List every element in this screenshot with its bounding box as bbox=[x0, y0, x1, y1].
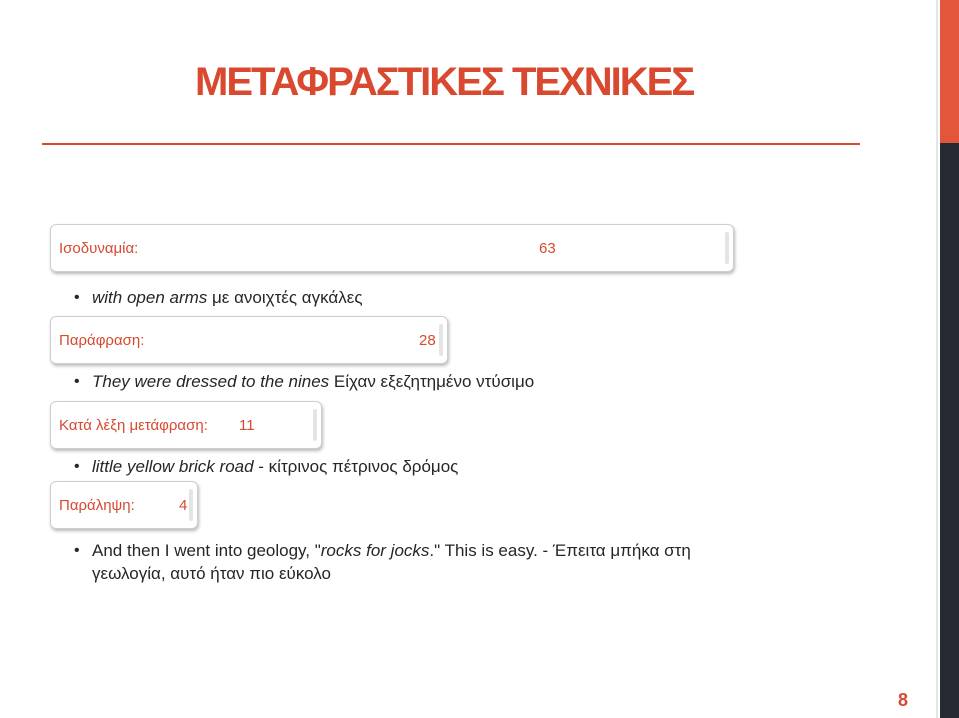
example-greek: Είχαν εξεζητημένο ντύσιμο bbox=[329, 372, 535, 391]
page-number: 8 bbox=[898, 690, 909, 710]
example-bullet bbox=[92, 370, 534, 393]
example-english: with open arms bbox=[92, 288, 208, 307]
accent-sidebar-top bbox=[940, 0, 959, 143]
example-english: They were dressed to the nines bbox=[92, 372, 330, 391]
example-lead-text: And then I went into geology, " bbox=[92, 541, 321, 560]
technique-bar-paraphrase bbox=[50, 316, 448, 364]
example-trail-text: ." This is easy. - Έπειτα μπήκα στη bbox=[429, 541, 691, 560]
technique-bar-literal-translation bbox=[50, 401, 322, 449]
technique-label: Παράληψη: bbox=[59, 497, 135, 514]
dark-sidebar-bottom bbox=[940, 143, 959, 718]
example-bullet bbox=[92, 286, 363, 309]
right-edge-divider bbox=[936, 0, 938, 718]
technique-bar-equivalence bbox=[50, 224, 734, 272]
example-italic-phrase: rocks for jocks bbox=[320, 541, 430, 560]
technique-label: Παράφραση: bbox=[59, 332, 145, 349]
example-second-line: γεωλογία, αυτό ήταν πιο εύκολο bbox=[92, 564, 331, 583]
title-underline bbox=[42, 143, 860, 145]
technique-bar-omission bbox=[50, 481, 198, 529]
example-greek: - κίτρινος πέτρινος δρόμος bbox=[253, 457, 459, 476]
technique-count: 28 bbox=[419, 332, 436, 349]
technique-label: Κατά λέξη μετάφραση: bbox=[59, 417, 208, 434]
technique-count: 11 bbox=[239, 417, 255, 434]
technique-label: Ισοδυναμία: bbox=[59, 240, 139, 257]
technique-count: 63 bbox=[539, 240, 556, 257]
example-bullet bbox=[92, 539, 691, 585]
slide-title: ΜΕΤΑΦΡΑΣΤΙΚΕΣ ΤΕΧΝΙΚΕΣ bbox=[195, 60, 694, 104]
example-english: little yellow brick road bbox=[92, 457, 254, 476]
technique-count: 4 bbox=[179, 497, 188, 514]
example-bullet bbox=[92, 455, 458, 478]
example-greek: με ανοιχτές αγκάλες bbox=[207, 288, 363, 307]
